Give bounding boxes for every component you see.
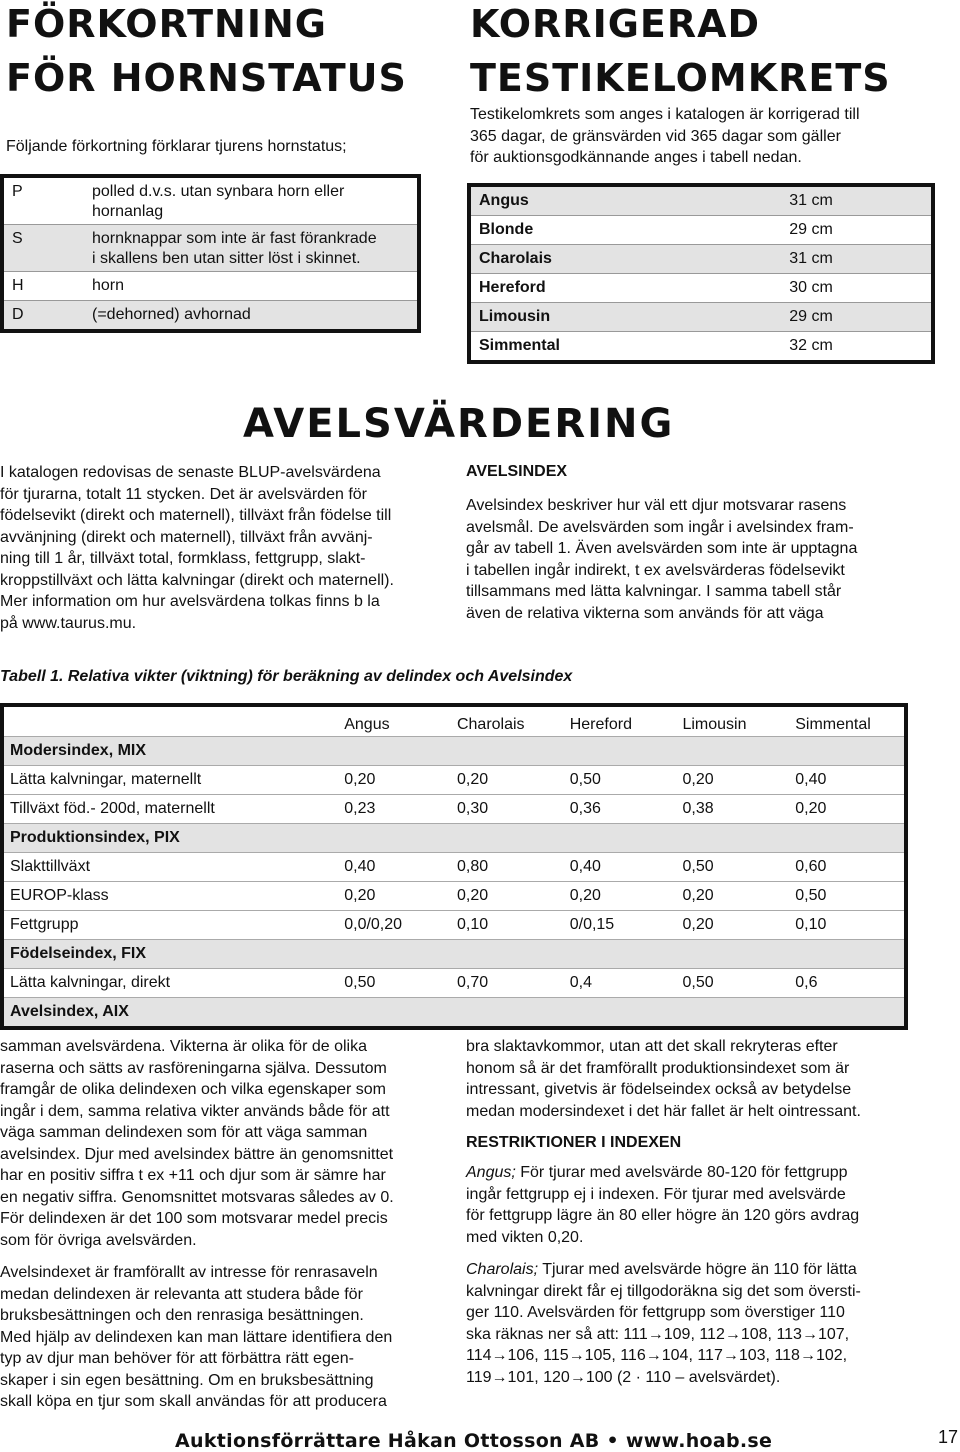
page-number: 17 (938, 1427, 959, 1447)
hornstatus-row-h (4, 272, 417, 301)
hornstatus-text: (=dehorned) avhornad (92, 306, 251, 323)
testikel-row: Charolais 31 cm (471, 245, 931, 274)
bottom-left-para1: samman avelsvärdena. Vikterna är olika för de olika raserna och sätts av rasföreningarna själva. Dessutom framgår de olika delindexen och vilka egenskaper som ingår i dem, samma relativa vikter används både för att väga samman delindexen som för att väga samman avelsindex. Djur med avelsindex bättre än genomsnittet har en positiv siffra t ex +11 och djur som är sämre har en negativ siffra. Genomsnittet motsvaras således av 0. För delindexen är det 100 som motsvarar medel precis som för övriga avelsvärden. (0, 1038, 394, 1249)
hornstatus-text: hornknappar som inte är fast förankrade (92, 230, 377, 247)
weights-table (0, 703, 908, 1030)
testikel-row: Limousin 29 cm (471, 303, 931, 332)
testikel-intro: Testikelomkrets som anges i katalogen är korrigerad till 365 dagar, de gränsvärden vid 365 dagar som gäller för auktionsgodkännande anges i tabell nedan. (470, 106, 860, 166)
hornstatus-code: D (12, 306, 24, 323)
table-row: Avelsindex, AIX (4, 998, 904, 1026)
avels-title: AVELSVÄRDERING (243, 401, 675, 447)
arrow-right-icon: → (491, 1368, 508, 1386)
restriktioner-heading: RESTRIKTIONER I INDEXEN (466, 1134, 682, 1151)
testikel-row: Angus 31 cm (471, 187, 931, 216)
hornstatus-row-d (4, 301, 417, 329)
table-row: Tillväxt föd.- 200d, maternellt 0,23 0,30 0,36 0,38 0,20 (4, 795, 904, 824)
hornstatus-text: hornanlag (92, 203, 164, 220)
arrow-right-icon: → (647, 1325, 664, 1343)
charolais-restriction: Charolais; Tjurar med avelsvärde högre än 110 för lätta kalvningar direkt får ej tillgodoräkna sig det som översti- ger 110. Avelsvärden för fettgrupp som överstiger 110 ska räknas ner så att: 111→109, 112→108, 113→107, 114→106, 115→105, 116→104, 117→103, 118→102, 119→101, 120→100 (2 · 110 – avelsvärdet). (466, 1259, 936, 1388)
column-header: Charolais (456, 716, 525, 733)
arrow-right-icon: → (801, 1325, 818, 1343)
bottom-left-para2: Avelsindexet är framförallt av intresse för renrasaveln medan delindexen är relevanta att studera både för bruksbesättningen och den renrasiga besättningen. Med hjälp av delindexen kan man lättare identifiera den typ av djur man behöver för att förbättra rätt egen- skaper i sin egen besättning. Om en bruksbesättning skall köpa en tjur som skall användas för att producera (0, 1264, 393, 1410)
hornstatus-code: P (12, 183, 23, 200)
table-header-row (4, 707, 904, 737)
bottom-right-para1: bra slaktavkommor, utan att det skall rekryteras efter honom så är det framförallt produktionsindexet som är intressant, givetvis är födelseindex också av betydelse medan modersindexet i det här fallet är helt ointressant. (466, 1038, 861, 1120)
hornstatus-text: i skallens ben utan sitter löst i skinnet. (92, 250, 361, 267)
testikel-row: Blonde 29 cm (471, 216, 931, 245)
avels-left-text: I katalogen redovisas de senaste BLUP-avelsvärdena för tjurarna, totalt 11 stycken. Det är avelsvärden för födelsevikt (direkt och maternell), tillväxt från födelse till avvänjning (direkt och maternell), tillväxt från avvänj- ning till 1 år, tillväxt total, formklass, fettgrupp, slakt- kroppstillväxt och lätta kalvningar (direkt och maternell). Mer information om hur avelsvärdena tolkas finns b la på www.taurus.mu. (0, 464, 394, 632)
bottom-left-text (0, 1036, 445, 1413)
arrow-right-icon: → (722, 1347, 739, 1364)
testikel-row: Hereford 30 cm (471, 274, 931, 303)
testikel-title-line2: TESTIKELOMKRETS (470, 56, 891, 100)
hornstatus-table (0, 174, 421, 333)
arrow-right-icon: → (724, 1325, 741, 1343)
hornstatus-title (6, 4, 407, 98)
testikel-title (470, 4, 891, 98)
table-row: Lätta kalvningar, direkt 0,50 0,70 0,4 0,50 0,6 (4, 969, 904, 998)
table-caption: Tabell 1. Relativa vikter (viktning) för beräkning av delindex och Avelsindex (0, 668, 573, 685)
table-row: Fettgrupp 0,0/0,20 0,10 0/0,15 0,20 0,10 (4, 911, 904, 940)
avelsindex-heading: AVELSINDEX (466, 463, 568, 480)
arrow-right-icon: → (491, 1347, 508, 1364)
hornstatus-row-p (4, 178, 417, 225)
hornstatus-intro: Följande förkortning förklarar tjurens hornstatus; (6, 138, 347, 155)
hornstatus-row-s (4, 225, 417, 272)
avelsindex-text: Avelsindex beskriver hur väl ett djur motsvarar rasens avelsmål. De avelsvärden som ingår i avelsindex fram- går av tabell 1. Även avelsvärden som inte är upptagna i tabellen ingår indirekt, t ex avelsvärderas födelsevikt tillsammans med lätta kalvningar. I samma tabell står även de relativa vikterna som används för att väga (466, 497, 858, 622)
angus-restriction: Angus; För tjurar med avelsvärde 80-120 för fettgrupp ingår fettgrupp ej i indexen. För tjurar med avelsvärde för fettgrupp lägre än 80 eller högre än 120 görs avdrag med vikten 0,20. (466, 1164, 860, 1246)
conversion-line-2: 114→106, 115→105, 116→104, 117→103, 118→102, (466, 1345, 936, 1367)
charolais-label: Charolais; (466, 1261, 539, 1278)
table-row: Slakttillväxt 0,40 0,80 0,40 0,50 0,60 (4, 853, 904, 882)
arrow-right-icon: → (569, 1368, 586, 1386)
testikel-row: Simmental 32 cm (479, 337, 833, 354)
arrow-right-icon: → (645, 1347, 662, 1364)
hornstatus-title-line2: FÖR HORNSTATUS (6, 56, 407, 100)
column-header: Limousin (682, 716, 747, 733)
hornstatus-code: H (12, 277, 24, 294)
table-row: Modersindex, MIX (4, 737, 904, 766)
hornstatus-code: S (12, 230, 23, 247)
column-header: Hereford (569, 716, 632, 733)
angus-label: Angus; (466, 1164, 516, 1181)
table-row: Produktionsindex, PIX (4, 824, 904, 853)
bottom-right-text (466, 1036, 936, 1388)
table-row: EUROP-klass 0,20 0,20 0,20 0,20 0,50 (4, 882, 904, 911)
column-header: Angus (344, 716, 390, 733)
table-row: Födelseindex, FIX (4, 940, 904, 969)
arrow-right-icon: → (568, 1347, 585, 1364)
testikel-table (467, 183, 935, 364)
hornstatus-text: horn (92, 277, 125, 294)
column-header: Simmental (795, 716, 871, 733)
hornstatus-title-line1: FÖRKORTNING (6, 2, 327, 46)
table-row: Lätta kalvningar, maternellt 0,20 0,20 0,50 0,20 0,40 (4, 766, 904, 795)
conversion-line-3: 119→101, 120→100 (2 · 110 – avelsvärdet). (466, 1367, 936, 1389)
testikel-title-line1: KORRIGERAD (470, 2, 761, 46)
arrow-right-icon: → (799, 1347, 816, 1364)
footer-text: Auktionsförrättare Håkan Ottosson AB • www.hoab.se (175, 1430, 773, 1452)
hornstatus-text: polled d.v.s. utan synbara horn eller (92, 183, 345, 200)
conversion-line-1: ska räknas ner så att: 111→109, 112→108, 113→107, (466, 1324, 936, 1346)
